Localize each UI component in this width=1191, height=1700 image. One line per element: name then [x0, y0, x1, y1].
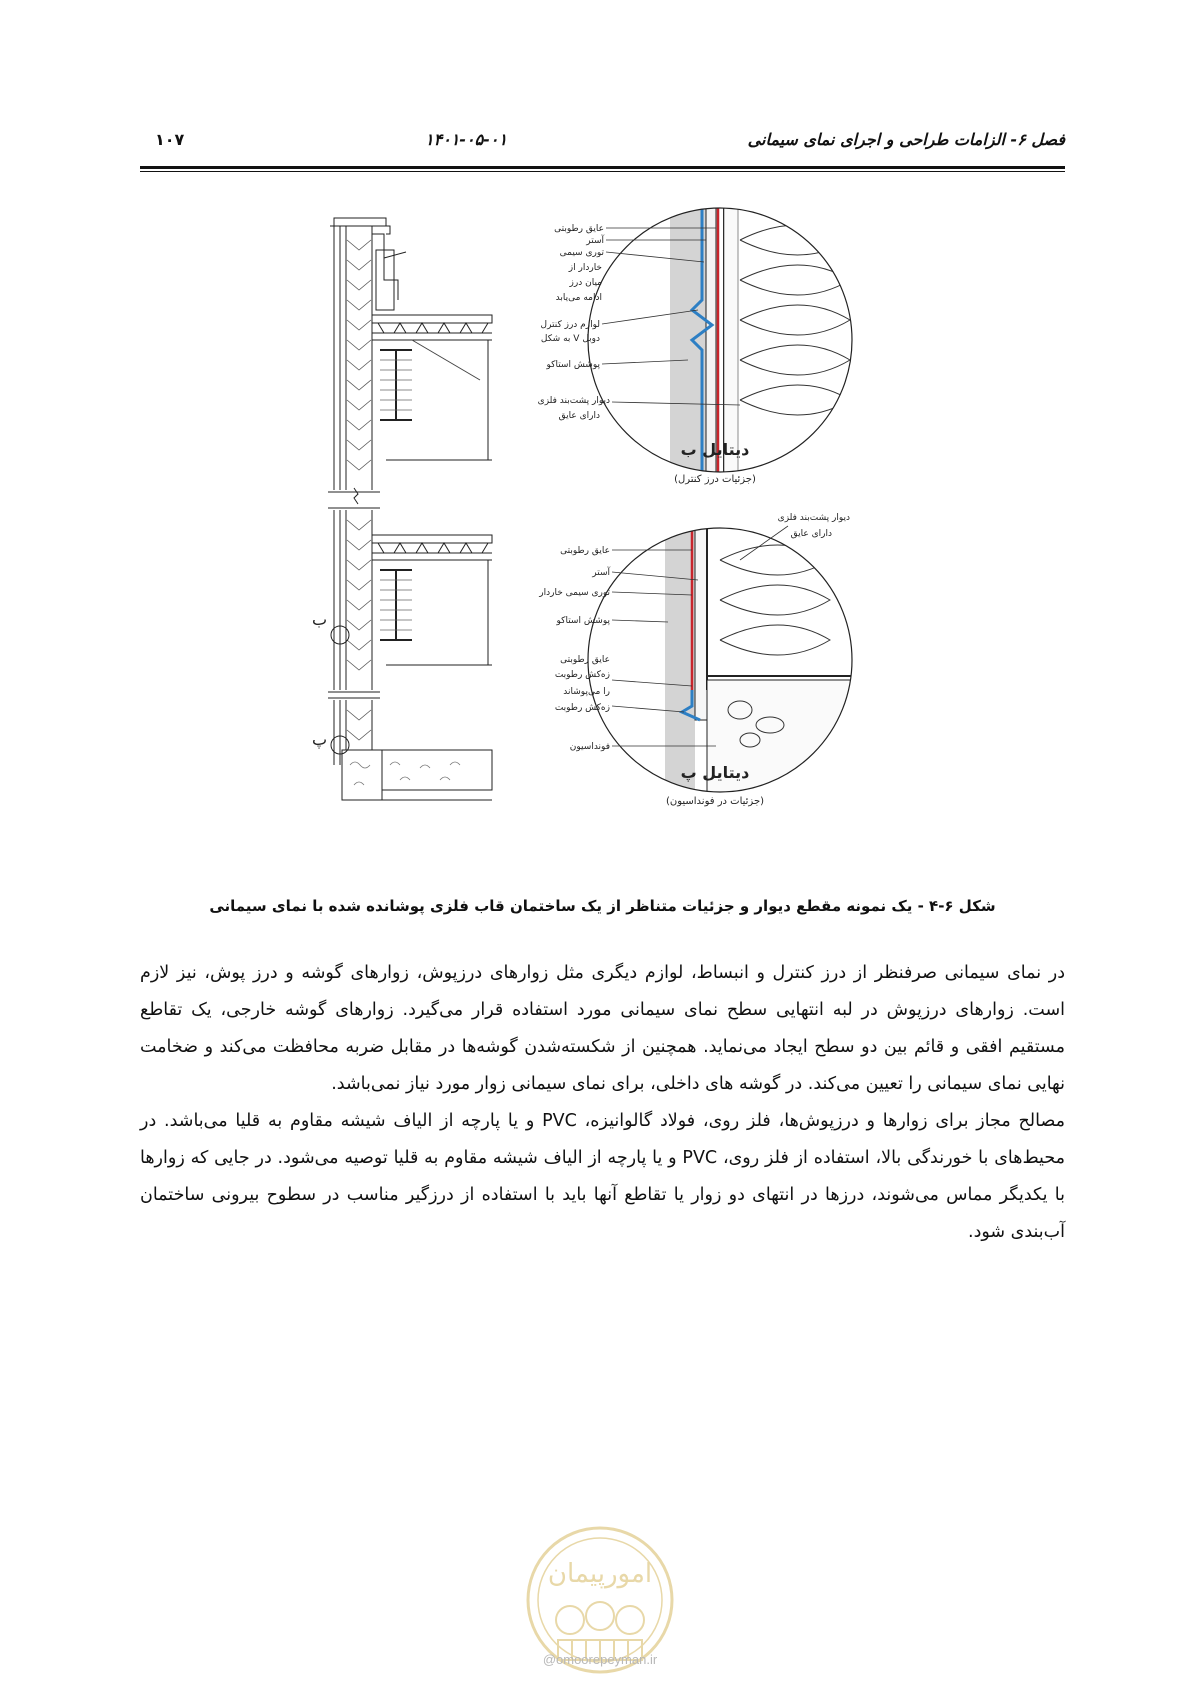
detail-b-label: آستر — [586, 236, 604, 246]
wall-section-figure — [312, 220, 880, 880]
detail-p-label: زه‌کش رطوبت — [554, 703, 610, 713]
detail-p-label: فونداسیون — [569, 742, 610, 752]
detail-p-label: آستر — [592, 568, 610, 578]
detail-b-subtitle: (جزئیات درز کنترل) — [674, 474, 756, 485]
paragraph: در نمای سیمانی صرفنظر از درز کنترل و انبساط، لوازم دیگری مثل زوارهای درزپوش، زوارهای گوشه و درز پوش، نیز لازم است. زوارهای درزپوش در لبه انتهایی سطح نمای سیمانی مورد استفاده قرار می‌گیرد. زوارهای گوشه خارجی، یک تقاطع مستقیم افقی و قائم بین دو سطح ایجاد می‌نماید. همچنین از شکسته‌شدن گوشه‌ها در مقابل ضربه محافظت می‌کند و ضخامت نهایی نمای سیمانی را تعیین می‌کند. در گوشه های داخلی، برای نمای سیمانی زوار مورد نیاز نمی‌باشد. — [140, 963, 1065, 1094]
detail-b-label: توری سیمی — [559, 248, 604, 258]
detail-b-drawing — [588, 200, 858, 480]
detail-p-title: دیتایل پ — [680, 763, 750, 782]
page-number: ۱۰۷ — [155, 130, 185, 149]
body-text — [140, 955, 1065, 1251]
paragraph: مصالح مجاز برای زوارها و درزپوش‌ها، فلز روی، فولاد گالوانیزه، PVC و یا پارچه از الیاف شیشه مقاوم به قلیا می‌باشد. در محیط‌های با خورندگی بالا، استفاده از فلز روی، PVC و یا پارچه از الیاف شیشه مقاوم به قلیا توصیه می‌شود. در جایی که زوارها با یکدیگر مماس می‌شوند، درزها در انتهای دو زوار یا تقاطع آنها باید با استفاده از درزگیر مناسب در سطوح بیرونی ساختمان آب‌بندی شود. — [140, 1111, 1066, 1242]
watermark-site: @omoorepeyman.ir — [542, 1652, 658, 1667]
detail-p-label: دیوار پشت‌بند فلزی — [777, 513, 850, 523]
detail-b-label: دیوار پشت‌بند فلزی — [537, 396, 610, 406]
detail-b-label: به شکل V دوبل — [540, 334, 600, 344]
detail-p-label: زه‌کش رطوبت — [554, 670, 610, 680]
detail-b-label: میان درز — [569, 278, 602, 288]
mark-p: پ — [312, 730, 328, 749]
detail-b-label: لوازم درز کنترل — [540, 320, 600, 330]
detail-b-label: ادامه می‌یابد — [555, 293, 602, 303]
detail-p-label: عایق رطوبتی — [560, 655, 610, 665]
detail-p-label: را می‌پوشاند — [563, 687, 610, 697]
header-rule-thin — [140, 171, 1065, 172]
watermark-logo-text: امورپیمان — [547, 1559, 653, 1589]
detail-p-label: عایق رطوبتی — [560, 546, 610, 556]
detail-b-title: دیتایل ب — [680, 440, 750, 459]
detail-b-label: عایق رطوبتی — [554, 224, 604, 234]
wall-section-drawing — [328, 218, 492, 800]
detail-b-label: خاردار از — [568, 263, 602, 273]
detail-b-label: پوشش استاکو — [546, 360, 600, 370]
mark-b: ب — [312, 610, 328, 629]
detail-p-label: دارای عایق — [790, 529, 832, 539]
page-header — [140, 130, 1065, 160]
detail-b-label: دارای عایق — [558, 411, 600, 421]
detail-p-label: پوشش استاکو — [556, 616, 610, 626]
header-date: ۱۴۰۱-۰۵-۰۱ — [425, 130, 508, 149]
detail-p-drawing — [588, 520, 867, 800]
header-rule-thick — [140, 166, 1065, 169]
detail-p-label: توری سیمی خاردار — [539, 588, 610, 598]
watermark-logo — [500, 1500, 700, 1700]
chapter-title: فصل ۶- الزامات طراحی و اجرای نمای سیمانی — [747, 130, 1065, 149]
figure-caption: شکل ۶-۴ - یک نمونه مقطع دیوار و جزئیات متناظر از یک ساختمان قاب فلزی پوشانده شده با نمای سیمانی — [209, 897, 996, 915]
detail-p-subtitle: (جزئیات در فونداسیون) — [665, 796, 765, 807]
